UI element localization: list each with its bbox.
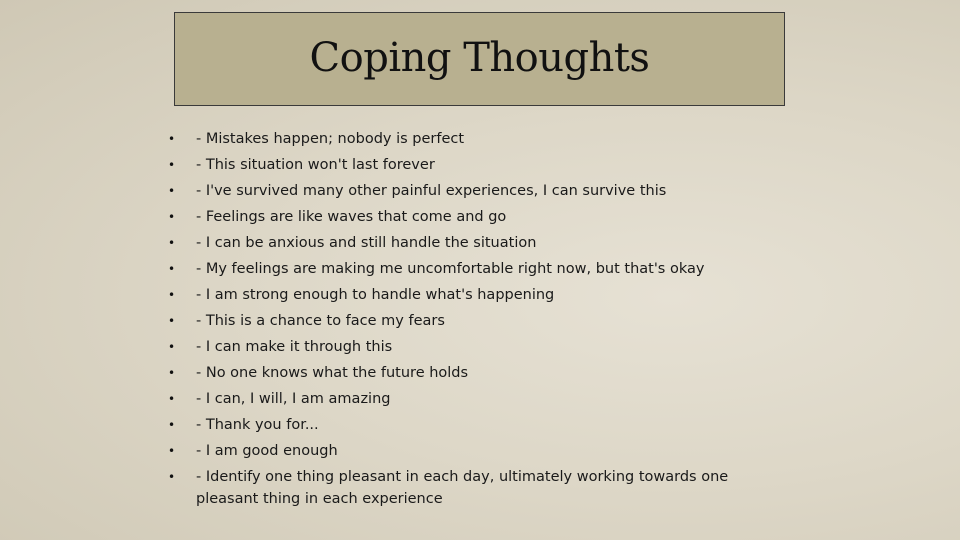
list-item [168,388,768,414]
bullet-icon: • [168,236,176,250]
bullet-icon: • [168,158,176,172]
list-item [168,206,768,232]
list-item-text: - I can be anxious and still handle the situation [196,235,537,251]
list-item-text: - I can make it through this [196,339,393,355]
title-box [174,12,785,106]
list-item-text: - Thank you for... [196,417,319,433]
list-item-text: - Identify one thing pleasant in each day, ultimately working towards one pleasant thing in each experience [196,469,729,507]
list-item [168,336,768,362]
bullet-icon: • [168,392,176,406]
bullet-icon: • [168,184,176,198]
bullet-icon: • [168,288,176,302]
bullet-icon: • [168,262,176,276]
list-item [168,362,768,388]
list-item [168,258,768,284]
bullet-icon: • [168,418,176,432]
list-item [168,310,768,336]
list-item [168,154,768,180]
bullet-icon: • [168,132,176,146]
list-item-text: - No one knows what the future holds [196,365,469,381]
list-item-text: - This situation won't last forever [196,157,435,173]
list-item [168,440,768,466]
list-item [168,128,768,154]
list-item-text: - This is a chance to face my fears [196,313,445,329]
list-item-text: - I can, I will, I am amazing [196,391,391,407]
list-item-text: - I've survived many other painful experiences, I can survive this [196,183,667,199]
list-item-text: - Feelings are like waves that come and go [196,209,507,225]
slide-title: Coping Thoughts [309,35,650,81]
list-item-text: - Mistakes happen; nobody is perfect [196,131,465,147]
list-item-text: - I am good enough [196,443,338,459]
bullet-icon: • [168,366,176,380]
bullet-icon: • [168,314,176,328]
bullet-icon: • [168,340,176,354]
list-item [168,284,768,310]
list-item [168,466,768,510]
list-item [168,180,768,206]
bullet-icon: • [168,444,176,458]
list-item-text: - I am strong enough to handle what's happening [196,287,555,303]
list-item-text: - My feelings are making me uncomfortable right now, but that's okay [196,261,705,277]
bullet-icon: • [168,470,176,484]
bullet-icon: • [168,210,176,224]
list-item [168,232,768,258]
coping-thoughts-list [168,128,768,510]
list-item [168,414,768,440]
